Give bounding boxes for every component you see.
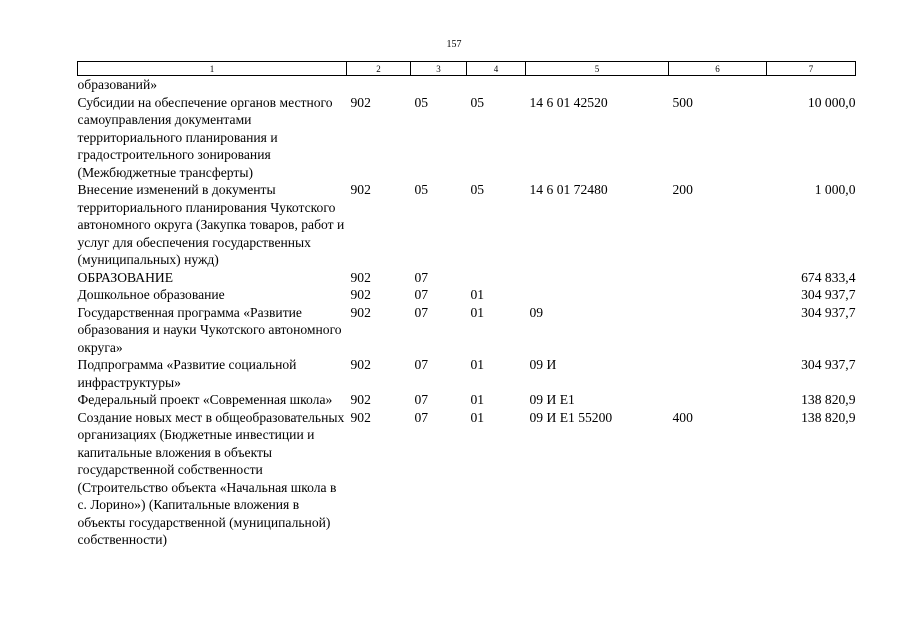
row-subsection: 01 (470, 409, 485, 425)
row-subsection: 01 (470, 357, 485, 372)
row-amount: 674 833,4 (801, 269, 856, 285)
row-expense-type (669, 269, 767, 287)
row-name: Федеральный проект «Современная школа» (77, 392, 333, 407)
row-name: Подпрограмма «Развитие социальной инфраструктуры» (77, 357, 297, 390)
header-cell: 4 (467, 62, 526, 76)
row-amount: 304 937,7 (801, 304, 856, 320)
row-subsection: 01 (470, 304, 485, 320)
row-name: ОБРАЗОВАНИЕ (77, 269, 174, 285)
table-row (78, 391, 856, 409)
row-expense-type: 400 (672, 409, 693, 425)
row-name: Государственная программа «Развитие образования и науки Чукотского автономного округа» (77, 304, 342, 355)
row-section: 07 (414, 287, 429, 302)
table-row (78, 356, 856, 391)
row-expense-type: 500 (672, 94, 693, 110)
row-subsection (467, 269, 526, 287)
row-name: образований» (77, 77, 158, 92)
table-row (78, 76, 856, 94)
header-cell: 6 (669, 62, 767, 76)
row-section: 05 (414, 94, 429, 110)
row-name: Внесение изменений в документы территориального планирования Чукотского автономного округа (Закупка товаров, работ и услуг для обеспечения государственных (муниципальных) нужд) (77, 182, 345, 267)
row-section: 07 (414, 269, 429, 285)
row-amount: 304 937,7 (801, 287, 856, 302)
row-target-item: 09 И (529, 357, 557, 372)
row-amount (767, 76, 856, 94)
header-cell: 2 (347, 62, 411, 76)
row-expense-type (669, 286, 767, 304)
row-expense-type (669, 76, 767, 94)
row-amount: 138 820,9 (801, 392, 856, 407)
row-ministry: 902 (350, 269, 371, 285)
row-target-item (526, 286, 669, 304)
header-cell: 5 (526, 62, 669, 76)
row-ministry: 902 (350, 357, 371, 372)
row-ministry: 902 (350, 182, 371, 197)
row-target-item: 09 (529, 304, 544, 320)
row-target-item (526, 76, 669, 94)
row-section: 07 (414, 304, 429, 320)
row-expense-type (669, 391, 767, 409)
header-cell: 7 (767, 62, 856, 76)
table-row (78, 181, 856, 269)
table-row (78, 286, 856, 304)
header-cell: 3 (411, 62, 467, 76)
row-subsection: 01 (470, 287, 485, 302)
column-number-header (78, 62, 856, 76)
row-name: Создание новых мест в общеобразовательных организациях (Бюджетные инвестиции и капитальные вложения в объекты государственной собственности (Строительство объекта «Начальная школа в с. Лорино») (Капитальные вложения в объекты государственной (муниципальной) собственности) (77, 409, 345, 547)
row-target-item: 14 6 01 42520 (529, 94, 608, 110)
row-ministry: 902 (350, 409, 371, 425)
page-number: 157 (446, 39, 462, 50)
header-cell: 1 (78, 62, 347, 76)
row-expense-type: 200 (672, 182, 693, 197)
row-target-item (526, 269, 669, 287)
table-row (78, 304, 856, 357)
row-section: 05 (414, 182, 429, 197)
row-ministry: 902 (350, 392, 371, 407)
table-row (78, 269, 856, 287)
row-ministry: 902 (350, 304, 371, 320)
row-ministry: 902 (350, 287, 371, 302)
row-ministry (347, 76, 411, 94)
row-subsection: 05 (470, 182, 485, 197)
row-ministry: 902 (350, 94, 371, 110)
row-section: 07 (414, 392, 429, 407)
row-target-item: 09 И Е1 (529, 392, 575, 407)
row-amount: 1 000,0 (814, 182, 856, 197)
row-target-item: 09 И Е1 55200 (529, 409, 613, 425)
row-section: 07 (414, 409, 429, 425)
budget-table (77, 61, 856, 549)
row-expense-type (669, 356, 767, 391)
table-row (78, 94, 856, 182)
row-section: 07 (414, 357, 429, 372)
row-amount: 304 937,7 (801, 357, 856, 372)
row-subsection: 01 (470, 392, 485, 407)
row-target-item: 14 6 01 72480 (529, 182, 608, 197)
row-name: Дошкольное образование (77, 287, 225, 302)
row-amount: 10 000,0 (807, 94, 856, 110)
row-subsection: 05 (470, 94, 485, 110)
table-row (78, 409, 856, 549)
row-section (411, 76, 467, 94)
row-name: Субсидии на обеспечение органов местного самоуправления документами территориального планирования и градостроительного зонирования (Межбюджетные трансферты) (77, 94, 333, 180)
row-amount: 138 820,9 (801, 409, 856, 425)
row-subsection (467, 76, 526, 94)
row-expense-type (669, 304, 767, 357)
